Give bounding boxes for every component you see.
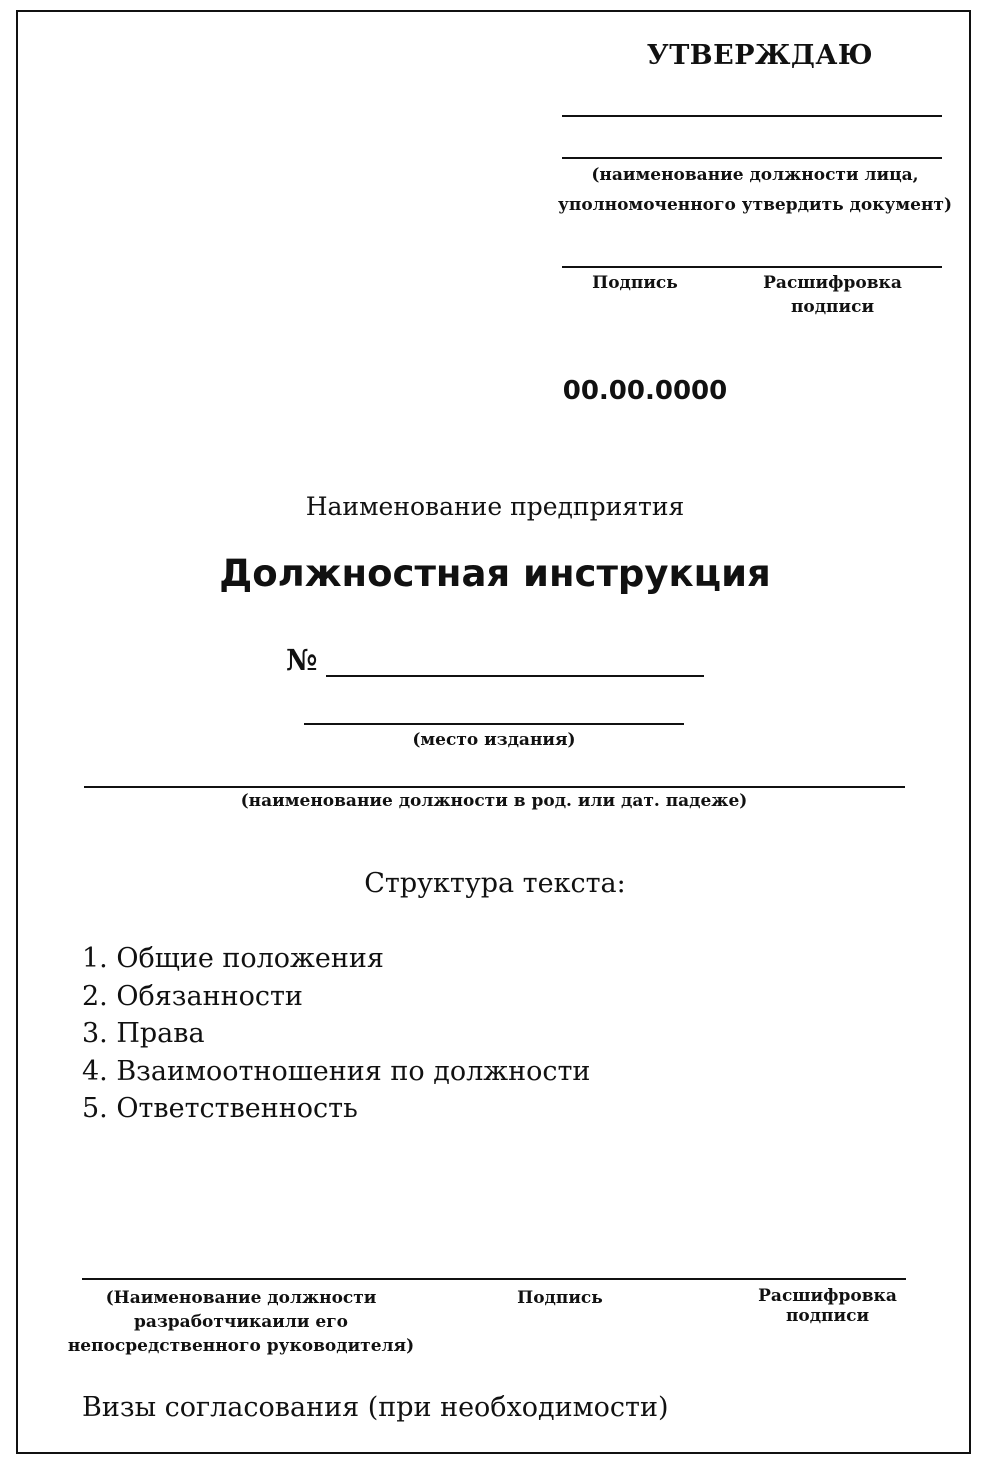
- footer-signature-label: Подпись: [517, 1288, 603, 1308]
- place-line[interactable]: [304, 723, 684, 725]
- approval-signature-decode-line1: Расшифровка: [763, 273, 902, 293]
- structure-list: [82, 940, 782, 1128]
- document-number-line[interactable]: [326, 675, 704, 677]
- structure-item: 2. Обязанности: [82, 980, 303, 1012]
- position-dative-line[interactable]: [84, 786, 905, 788]
- structure-item: 3. Права: [82, 1018, 205, 1049]
- developer-position-caption: [46, 1286, 436, 1358]
- structure-item: 5. Ответственность: [82, 1093, 358, 1124]
- approval-position-caption: [540, 160, 970, 220]
- place-caption: (место издания): [412, 730, 576, 750]
- approval-title: УТВЕРЖДАЮ: [646, 40, 874, 71]
- approval-visas: Визы согласования (при необходимости): [82, 1392, 669, 1423]
- approval-line-2[interactable]: [562, 157, 942, 159]
- footer-signature-decode-line1: Расшифровка: [758, 1286, 897, 1306]
- developer-caption-line3: непосредственного руководителя): [67, 1336, 415, 1356]
- approval-line-1[interactable]: [562, 115, 942, 117]
- approval-date: 00.00.0000: [562, 376, 728, 406]
- document-title: Должностная инструкция: [219, 552, 771, 595]
- structure-title: Структура текста:: [364, 868, 626, 899]
- approval-signature-line[interactable]: [562, 266, 942, 268]
- structure-item: 1. Общие положения: [82, 943, 384, 974]
- document-number-sign: №: [286, 643, 318, 677]
- company-name: Наименование предприятия: [305, 492, 685, 521]
- approval-signature-label: Подпись: [592, 273, 678, 293]
- approval-position-caption-line2: уполномоченного утвердить документ): [558, 195, 952, 215]
- footer-signature-decode-label: [730, 1286, 925, 1326]
- approval-signature-decode-line2: подписи: [790, 297, 875, 317]
- position-dative-caption: (наименование должности в род. или дат. падеже): [240, 791, 748, 811]
- footer-signature-line[interactable]: [82, 1278, 906, 1280]
- footer-signature-decode-line2: подписи: [785, 1306, 870, 1326]
- developer-caption-line1: (Наименование должности: [105, 1288, 377, 1308]
- approval-position-caption-line1: (наименование должности лица,: [591, 165, 919, 185]
- approval-signature-decode-label: [735, 271, 930, 319]
- developer-caption-line2: разработчикаили его: [134, 1312, 348, 1332]
- structure-item: 4. Взаимоотношения по должности: [82, 1055, 591, 1087]
